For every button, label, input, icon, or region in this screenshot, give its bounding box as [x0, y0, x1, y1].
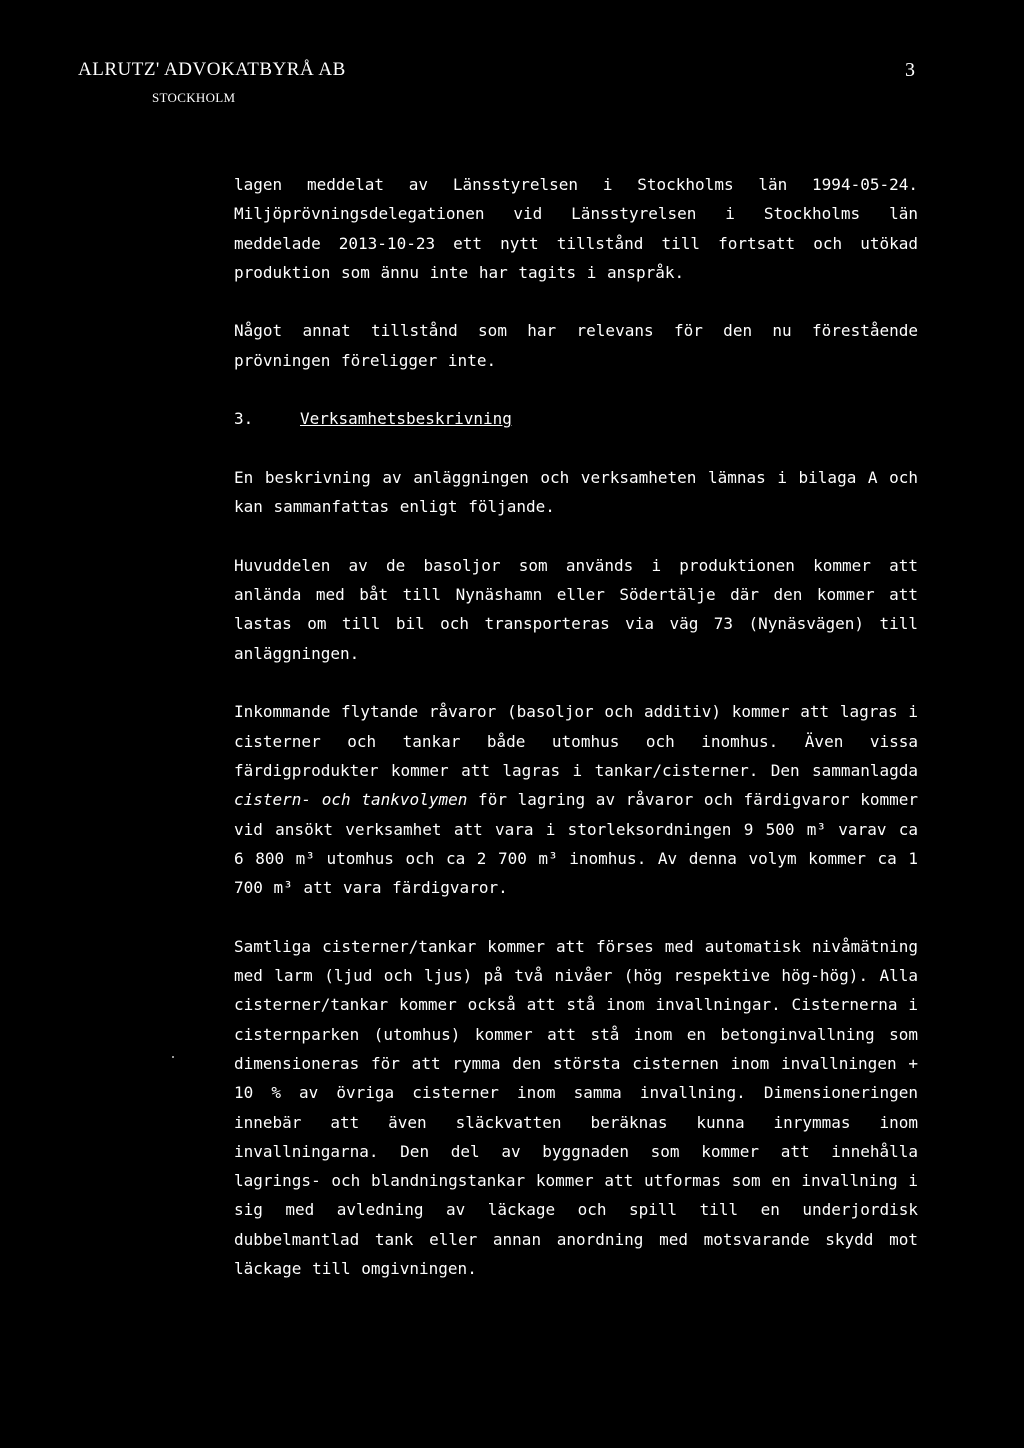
paragraph-no-other-permit: Något annat tillstånd som har relevans för den nu förestående prövningen föreligger inte. [234, 321, 918, 370]
section-number: 3. [234, 409, 254, 429]
storage-text-before: Inkommande flytande råvaror (basoljor och additiv) kommer att lagras i cisterner och tankar både utomhus och inomhus. Även vissa färdigprodukter kommer att lagras i tankar/cisterner. Den sammanlagda [234, 702, 918, 780]
paragraph-storage-volume [234, 697, 918, 902]
paragraph-permit-history: lagen meddelat av Länsstyrelsen i Stockholms län 1994-05-24. Miljöprövningsdelegationen vid Länsstyrelsen i Stockholms län meddelade 2013-10-23 ett nytt tillstånd till fortsatt och utökad produktion som ännu inte har tagits i anspråk. [234, 175, 918, 282]
paragraph-base-oil-transport: Huvuddelen av de basoljor som används i produktionen kommer att anlända med båt till Nynäshamn eller Södertälje där den kommer att lastas om till bil och transporteras via väg 73 (Nynäsvägen) till anläggningen. [234, 555, 918, 663]
section-heading [234, 404, 918, 433]
section-title: Verksamhetsbeskrivning [300, 409, 512, 429]
letterhead-firm-name: ALRUTZ' ADVOKATBYRÅ AB [78, 59, 346, 80]
document-body [234, 170, 918, 1283]
page-number: 3 [905, 59, 915, 81]
storage-text-after: för lagring av råvaror och färdigvaror kommer vid ansökt verksamhet att vara i storleksordningen 9 500 m³ varav ca 6 800 m³ utomhus och ca 2 700 m³ inomhus. Av denna volym kommer ca 1 700 m³ att vara färdigvaror. [234, 790, 918, 898]
paragraph-containment: Samtliga cisterner/tankar kommer att förses med automatisk nivåmätning med larm (ljud och ljus) på två nivåer (hög respektive hög-hög). Alla cisterner/tankar kommer också att stå inom invallningar. Cisternerna i cisternparken (utomhus) kommer att stå inom en betonginvallning som dimensioneras för att rymma den största cisternen inom invallningen + 10 % av övriga cisterner inom samma invallning. Dimensioneringen innebär att även släckvatten beräknas kunna inrymmas inom invallningarna. Den del av byggnaden som kommer att innehålla lagrings- och blandningstankar kommer att utformas som en invallning i sig med avledning av läckage och spill till en underjordisk dubbelmantlad tank eller annan anordning med motsvarande skydd mot läckage till omgivningen. [234, 936, 918, 1278]
paragraph-description-intro: En beskrivning av anläggningen och verksamheten lämnas i bilaga A och kan sammanfattas enligt följande. [234, 467, 918, 517]
letterhead-city: STOCKHOLM [152, 90, 236, 105]
storage-text-italic: cistern- och tankvolymen [234, 790, 468, 810]
scan-speck [172, 1056, 174, 1058]
